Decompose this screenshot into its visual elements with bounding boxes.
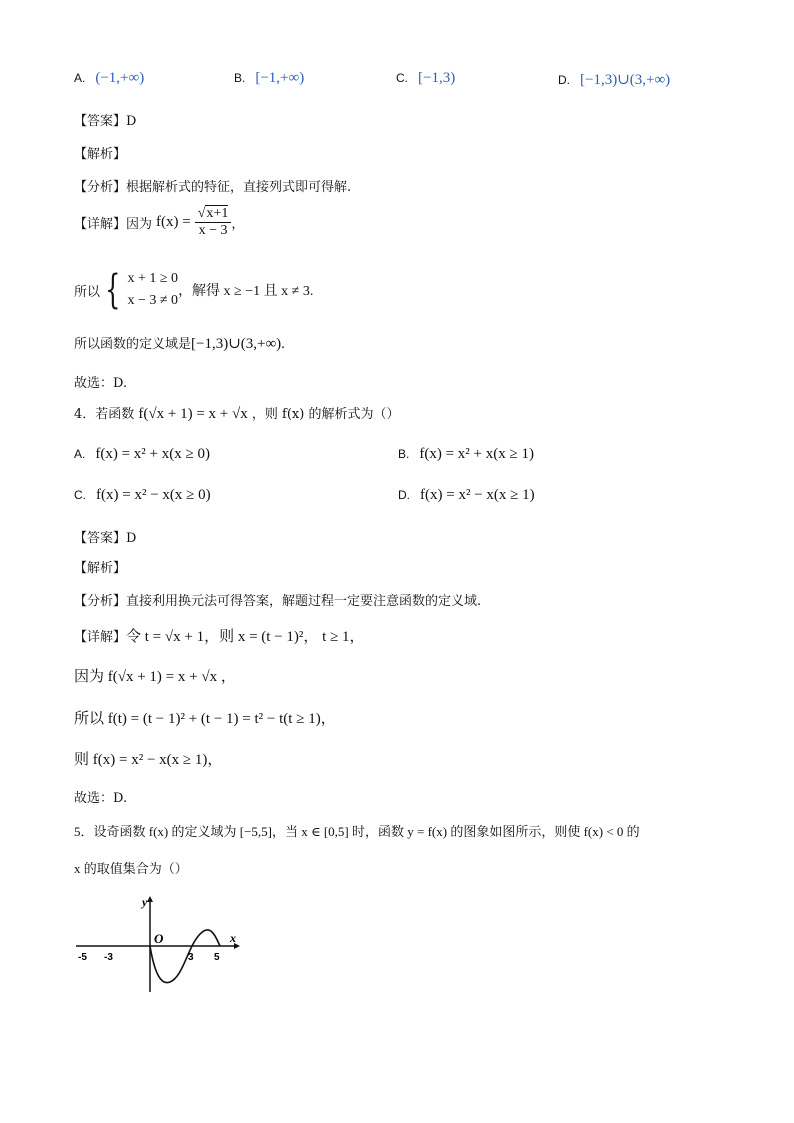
- fraction-numerator: √x+1: [195, 206, 232, 223]
- option-value: [−1,3)∪(3,+∞): [580, 72, 671, 88]
- q3-detail: [74, 206, 244, 239]
- q3-option-c: [396, 70, 455, 87]
- q3-domain: [74, 333, 285, 353]
- domain-text: 所以函数的定义域是: [74, 337, 192, 352]
- q4-detail-4: 则 f(x) = x² − x(x ≥ 1)，: [74, 752, 223, 768]
- option-label: C.: [74, 488, 86, 502]
- answer-value: D: [126, 114, 137, 129]
- q4-stem: [74, 403, 399, 423]
- q3-answer: [74, 110, 136, 129]
- q4-answer: [74, 527, 136, 546]
- tick-label: 3: [188, 952, 194, 963]
- fraction: [195, 206, 232, 239]
- q3-choose: 故选：D.: [74, 376, 128, 391]
- option-value: [−1,+∞): [255, 70, 305, 86]
- q4-fenxi: [74, 590, 481, 609]
- q5-stem-line-2: x 的取值集合为（）: [74, 861, 188, 876]
- brace-icon: {: [105, 267, 121, 313]
- domain-value: [−1,3)∪(3,+∞).: [191, 336, 285, 352]
- q3-option-a: [74, 70, 144, 87]
- fenxi-tag: 【分析】: [74, 180, 127, 195]
- function-graph: [70, 890, 250, 1000]
- system-suffix: ，解得 x ≥ −1 且 x ≠ 3.: [178, 284, 314, 299]
- q4-detail-1: [74, 625, 365, 646]
- option-label: D.: [398, 488, 410, 502]
- option-value: f(x) = x² + x(x ≥ 1): [419, 446, 534, 462]
- q4-choose: 故选：D.: [74, 791, 128, 806]
- origin-label: O: [154, 931, 164, 946]
- option-label: A.: [74, 71, 86, 85]
- q3-system: [74, 268, 313, 312]
- option-label: B.: [234, 71, 246, 85]
- system-prefix: 所以: [74, 284, 101, 300]
- option-value: f(x) = x² − x(x ≥ 1): [420, 487, 535, 503]
- answer-value: D: [126, 531, 137, 546]
- detail-tag: 【详解】: [74, 630, 127, 645]
- option-value: f(x) = x² + x(x ≥ 0): [95, 446, 210, 462]
- option-label: D.: [558, 73, 570, 87]
- tick-label: -3: [104, 952, 113, 963]
- option-label: C.: [396, 71, 408, 85]
- option-label: A.: [74, 447, 86, 461]
- detail-prefix: 因为: [126, 217, 153, 232]
- q4-option-b: [398, 446, 534, 463]
- q4-option-a: [74, 446, 210, 463]
- q4-option-c: [74, 487, 211, 504]
- stem-prefix: 4．若函数: [74, 407, 135, 422]
- comma: ，: [231, 217, 245, 232]
- q5-stem-line-1: 5．设奇函数 f(x) 的定义域为 [−5,5]，当 x ∈ [0,5] 时，函数 y = f(x) 的图象如图所示，则使 f(x) < 0 的: [74, 824, 640, 839]
- q4-option-d: [398, 487, 535, 504]
- system-row-1: x + 1 ≥ 0: [127, 271, 179, 286]
- detail-text: 令 t = √x + 1，则 x = (t − 1)²， t ≥ 1，: [126, 629, 365, 645]
- system-brace: [100, 268, 178, 312]
- answer-tag: 【答案】: [74, 114, 127, 129]
- x-label: x: [230, 931, 236, 945]
- fenxi-text: 根据解析式的特征，直接列式即可得解.: [126, 180, 352, 195]
- system-rows: [127, 268, 178, 312]
- q4-analysis-tag: 【解析】: [74, 561, 127, 576]
- fraction-denominator: x − 3: [198, 223, 228, 238]
- tick-label: -5: [78, 952, 87, 963]
- stem-func: f(√x + 1) = x + √x: [138, 406, 248, 422]
- tick-label: 5: [214, 952, 220, 963]
- stem-suffix: ，则 f(x) 的解析式为（）: [251, 407, 400, 422]
- option-value: [−1,3): [418, 70, 456, 86]
- q3-fenxi: [74, 176, 351, 195]
- system-row-2: x − 3 ≠ 0: [127, 293, 179, 308]
- q3-option-b: [234, 70, 304, 87]
- option-value: (−1,+∞): [95, 70, 145, 86]
- q3-option-d: [558, 70, 670, 89]
- y-axis-arrow-icon: [147, 896, 153, 902]
- option-label: B.: [398, 447, 410, 461]
- answer-tag: 【答案】: [74, 531, 127, 546]
- q4-detail-2: 因为 f(√x + 1) = x + √x ，: [74, 669, 236, 685]
- option-value: f(x) = x² − x(x ≥ 0): [96, 487, 211, 503]
- func-lhs: f(x) =: [156, 214, 191, 230]
- fenxi-text: 直接利用换元法可得答案，解题过程一定要注意函数的定义域.: [126, 594, 482, 609]
- q3-analysis-tag: 【解析】: [74, 147, 127, 162]
- fenxi-tag: 【分析】: [74, 594, 127, 609]
- q4-detail-3: 所以 f(t) = (t − 1)² + (t − 1) = t² − t(t ≥ 1)，: [74, 711, 336, 727]
- y-label: y: [142, 895, 148, 909]
- detail-tag: 【详解】: [74, 217, 127, 232]
